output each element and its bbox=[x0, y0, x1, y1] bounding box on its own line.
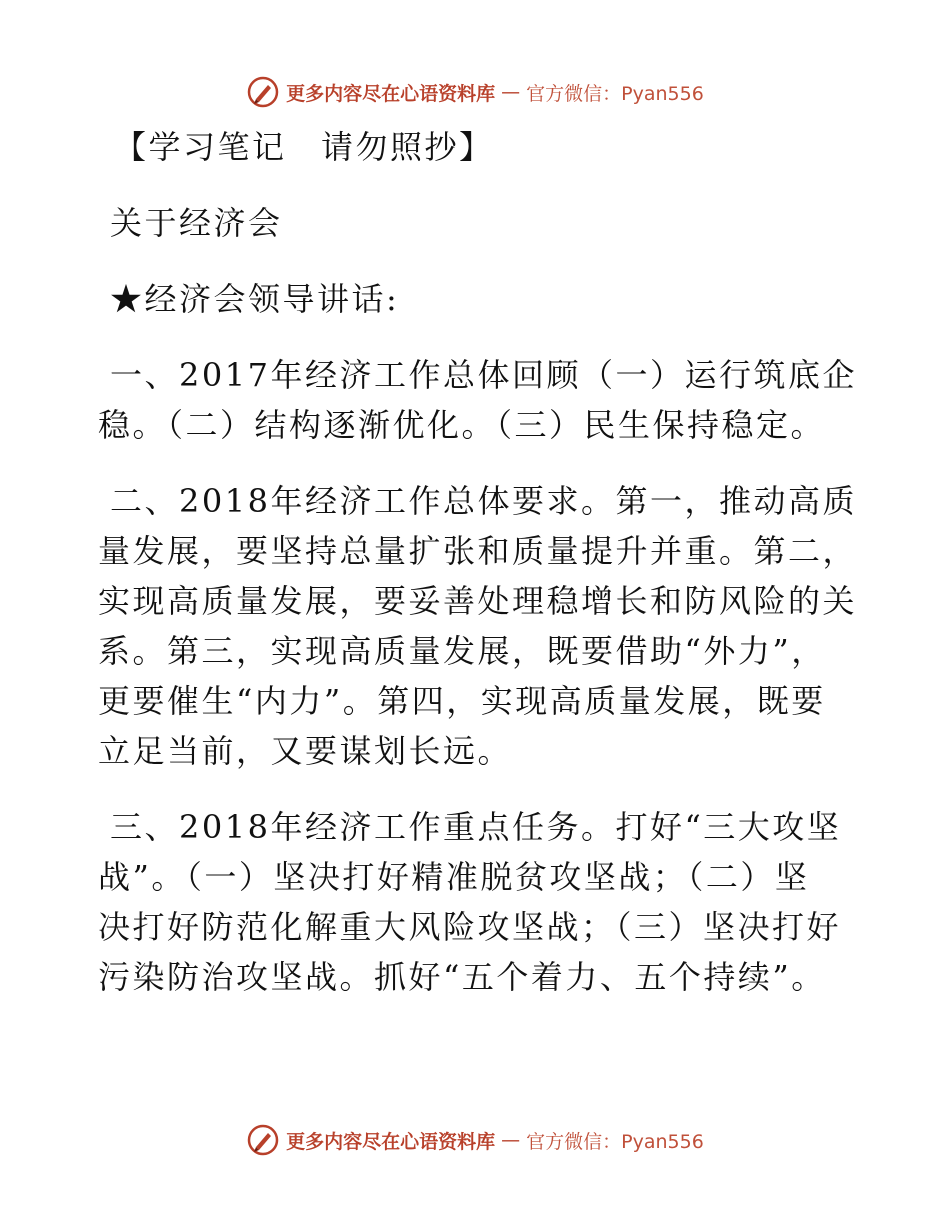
banner-site-text: 更多内容尽在心语资料库 bbox=[286, 1130, 496, 1153]
paragraph-line: 系。第三，实现高质量发展，既要借助“外力”， bbox=[98, 632, 826, 670]
document-body bbox=[98, 122, 858, 1002]
paragraph-line: 稳。（二）结构逐渐优化。（三）民生保持稳定。 bbox=[98, 406, 826, 444]
footer-banner bbox=[0, 1118, 950, 1162]
paragraph-line: 一、2017年经济工作总体回顾（一）运行筑底企 bbox=[110, 356, 857, 394]
paragraph-line: 立足当前，又要谋划长远。 bbox=[98, 732, 513, 770]
paragraph-line: 污染防治攻坚战。抓好“五个着力、五个持续”。 bbox=[98, 958, 826, 996]
paragraph-line: 战”。（一）坚决打好精准脱贫攻坚战；（二）坚 bbox=[98, 858, 810, 896]
section-2 bbox=[98, 476, 858, 776]
header-banner bbox=[0, 70, 950, 114]
banner-separator: — bbox=[501, 1129, 521, 1151]
section-1 bbox=[98, 350, 858, 450]
banner-separator: — bbox=[501, 81, 521, 103]
doc-header-note: 【学习笔记 请勿照抄】 bbox=[114, 128, 494, 166]
banner-wechat-text: 官方微信：Pyan556 bbox=[526, 1130, 704, 1153]
pen-logo-icon bbox=[246, 75, 280, 109]
section-3 bbox=[98, 802, 858, 1002]
banner-site-text: 更多内容尽在心语资料库 bbox=[286, 82, 496, 105]
doc-subtitle: ★经济会领导讲话: bbox=[110, 280, 400, 318]
paragraph-line: 量发展，要坚持总量扩张和质量提升并重。第二， bbox=[98, 532, 858, 570]
paragraph-line: 二、2018年经济工作总体要求。第一，推动高质 bbox=[110, 482, 857, 520]
paragraph-line: 实现高质量发展，要妥善处理稳增长和防风险的关 bbox=[98, 582, 858, 620]
pen-logo-icon bbox=[246, 1123, 280, 1157]
doc-title: 关于经济会 bbox=[110, 204, 283, 242]
paragraph-line: 三、2018年经济工作重点任务。打好“三大攻坚 bbox=[110, 808, 842, 846]
banner-wechat-text: 官方微信：Pyan556 bbox=[526, 82, 704, 105]
paragraph-line: 决打好防范化解重大风险攻坚战；（三）坚决打好 bbox=[98, 908, 842, 946]
paragraph-line: 更要催生“内力”。第四，实现高质量发展，既要 bbox=[98, 682, 826, 720]
